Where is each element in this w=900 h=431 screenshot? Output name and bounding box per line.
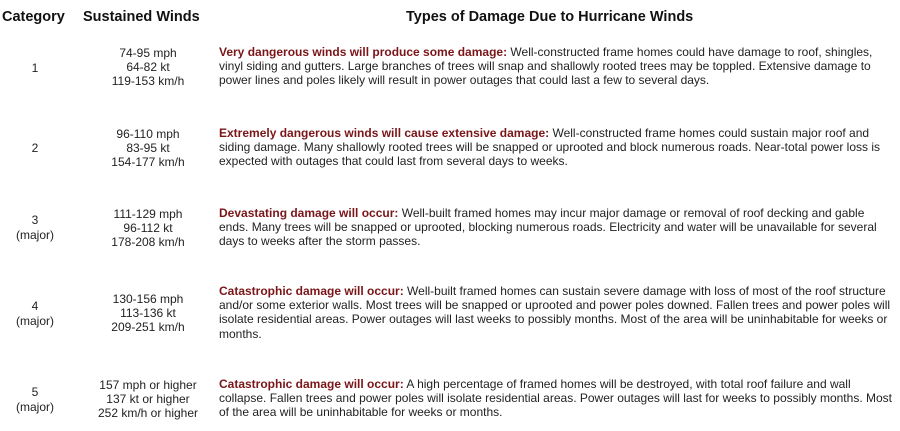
damage-text: A high percentage of framed homes will be destroyed, with total roof failure and wall collapse. Fallen trees and power poles will isolate residential areas. Power outages will last for weeks to possibly months. Most of the area will be uninhabitable for weeks or months. <box>219 377 892 420</box>
winds-kt: 96-112 kt <box>123 221 173 235</box>
category-cell <box>0 385 70 415</box>
header-sustained-winds: Sustained Winds <box>83 9 200 25</box>
header-damage-types: Types of Damage Due to Hurricane Winds <box>406 9 694 25</box>
category-number: 3 <box>31 213 39 227</box>
category-cell <box>0 61 70 76</box>
damage-lead: Catastrophic damage will occur: <box>219 284 404 298</box>
damage-lead: Very dangerous winds will produce some damage: <box>219 45 508 59</box>
winds-mph: 111-129 mph <box>113 207 183 221</box>
winds-kmh: 252 km/h or higher <box>97 406 199 420</box>
winds-mph: 130-156 mph <box>112 292 184 306</box>
damage-description <box>219 45 895 88</box>
winds-kt: 113-136 kt <box>120 306 176 320</box>
category-cell <box>0 141 70 156</box>
damage-text: Well-constructed frame homes could have damage to roof, shingles, vinyl siding and gutters. Large branches of trees will snap and shallowly rooted trees may be toppled. Extensive damage to power lines and poles likely will result in power outages that could last a few to several days. <box>219 45 873 88</box>
damage-lead: Catastrophic damage will occur: <box>219 377 404 391</box>
damage-lead: Extremely dangerous winds will cause extensive damage: <box>219 126 550 140</box>
header-category: Category <box>2 9 65 25</box>
winds-mph: 96-110 mph <box>116 127 180 141</box>
winds-kmh: 178-208 km/h <box>111 235 185 249</box>
category-major-label: (major) <box>16 228 54 242</box>
winds-kmh: 119-153 km/h <box>111 74 185 88</box>
category-major-label: (major) <box>16 400 54 414</box>
damage-text: Well-built framed homes can sustain severe damage with loss of most of the roof structure and/or some exterior walls. Most trees will be snapped or uprooted and power poles downed. Fallen trees and power poles will isolate residential areas. Power outages will last weeks to possibly months. Most of the area will be uninhabitable for weeks or months. <box>219 284 891 341</box>
damage-text: Well-built framed homes may incur major damage or removal of roof decking and gable ends. Many trees will be snapped or uprooted, blocking numerous roads. Electricity and water will be unavailable for several days to weeks after the storm passes. <box>219 206 877 249</box>
winds-kt: 64-82 kt <box>126 60 170 74</box>
winds-kt: 137 kt or higher <box>106 392 190 406</box>
damage-lead: Devastating damage will occur: <box>219 206 399 220</box>
winds-kmh: 154-177 km/h <box>111 155 185 169</box>
winds-kmh: 209-251 km/h <box>111 320 185 334</box>
category-number: 5 <box>31 385 39 399</box>
winds-kt: 83-95 kt <box>126 141 170 155</box>
damage-description <box>219 126 895 169</box>
winds-cell <box>84 46 212 88</box>
winds-mph: 157 mph or higher <box>99 378 197 392</box>
damage-text: Well-constructed frame homes could sustain major roof and siding damage. Many shallowly rooted trees will be snapped or uprooted and block numerous roads. Near-total power loss is expected with outages that could last from several days to weeks. <box>219 126 881 169</box>
category-number: 1 <box>31 61 39 75</box>
category-number: 4 <box>31 299 39 313</box>
category-number: 2 <box>31 141 39 155</box>
category-major-label: (major) <box>16 314 54 328</box>
category-cell <box>0 213 70 243</box>
winds-cell <box>84 378 212 420</box>
damage-description <box>219 377 895 420</box>
winds-mph: 74-95 mph <box>119 46 177 60</box>
winds-cell <box>84 207 212 249</box>
winds-cell <box>84 127 212 169</box>
winds-cell <box>84 292 212 334</box>
category-cell <box>0 299 70 329</box>
damage-description <box>219 206 895 249</box>
damage-description <box>219 284 895 341</box>
